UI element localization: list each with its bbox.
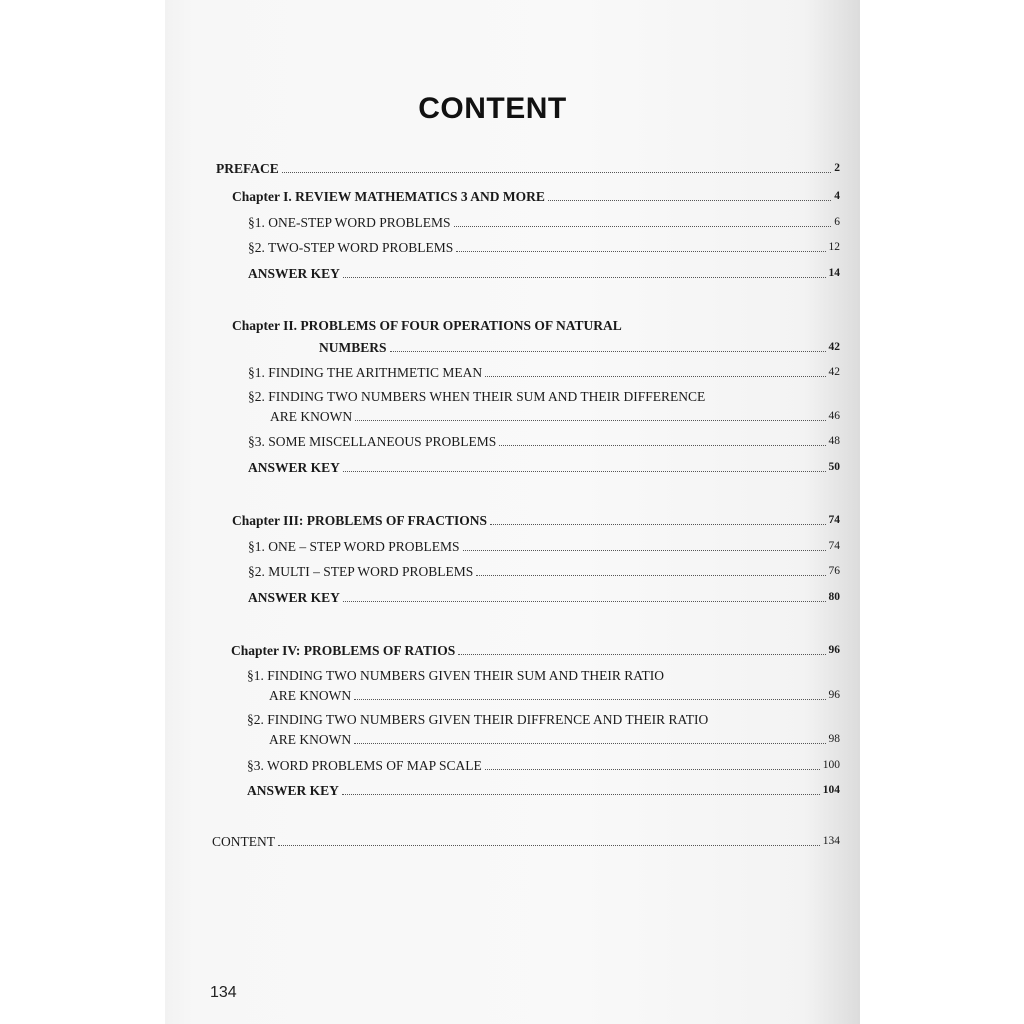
toc-entry-ch2-section-2-line1: §2. FINDING TWO NUMBERS WHEN THEIR SUM AND THEIR DIFFERENCE: [248, 389, 706, 404]
toc-page-number: 76: [828, 565, 840, 577]
toc-entry-label: §3. SOME MISCELLANEOUS PROBLEMS: [248, 434, 497, 449]
toc-entry-label: ANSWER KEY: [248, 460, 340, 475]
toc-entry-ch4-section-1-line1: §1. FINDING TWO NUMBERS GIVEN THEIR SUM AND THEIR RATIO: [247, 668, 665, 683]
dot-leader: [278, 845, 820, 846]
dot-leader: [456, 251, 825, 252]
toc-entry-ch4-section-2: [269, 731, 840, 748]
toc-page-number: 74: [828, 514, 840, 526]
toc-page-number: 12: [828, 241, 840, 253]
toc-entry-ch3-answer-key: [248, 589, 840, 606]
dot-leader: [342, 794, 820, 795]
dot-leader: [463, 550, 826, 551]
toc-page-number: 48: [828, 435, 840, 447]
dot-leader: [354, 743, 825, 744]
toc-page-number: 96: [828, 644, 840, 656]
dot-leader: [343, 277, 826, 278]
toc-entry-label: ARE KNOWN: [269, 688, 352, 703]
dot-leader: [354, 699, 825, 700]
toc-page-number: 100: [822, 759, 840, 771]
toc-page-number: 50: [828, 461, 840, 473]
toc-entry-label: CONTENT: [212, 834, 275, 849]
dot-leader: [490, 524, 825, 525]
toc-entry-ch4-section-2-line1: §2. FINDING TWO NUMBERS GIVEN THEIR DIFFRENCE AND THEIR RATIO: [247, 712, 709, 727]
toc-page-number: 14: [828, 267, 840, 279]
toc-page-number: 104: [822, 784, 840, 796]
toc-entry-ch3-section-2: [248, 563, 840, 580]
toc-entry-chapter-1: [232, 188, 840, 205]
toc-entry-ch4-section-3: [247, 757, 840, 774]
page-title: CONTENT: [418, 92, 567, 125]
toc-page-number: 42: [828, 366, 840, 378]
dot-leader: [476, 575, 825, 576]
dot-leader: [548, 200, 831, 201]
dot-leader: [343, 601, 826, 602]
toc-entry-label: ANSWER KEY: [248, 590, 340, 605]
toc-entry-ch4-answer-key: [247, 782, 840, 799]
toc-entry-label: §1. ONE-STEP WORD PROBLEMS: [248, 215, 451, 230]
page-number: 134: [210, 984, 237, 1001]
toc-entry-label: §2. MULTI – STEP WORD PROBLEMS: [248, 564, 474, 579]
toc-entry-ch1-answer-key: [248, 265, 840, 282]
dot-leader: [499, 445, 825, 446]
toc-page-number: 134: [822, 835, 840, 847]
dot-leader: [355, 420, 825, 421]
dot-leader: [343, 471, 826, 472]
toc-entry-label: ARE KNOWN: [269, 732, 352, 747]
toc-entry-label: NUMBERS: [319, 340, 387, 355]
dot-leader: [282, 172, 832, 173]
toc-page-number: 98: [828, 733, 840, 745]
dot-leader: [458, 654, 825, 655]
toc-page-number: 4: [834, 190, 840, 202]
toc-entry-ch2-section-1: [248, 364, 840, 381]
toc-entry-content: [212, 833, 840, 850]
toc-entry-chapter-2: [319, 339, 840, 356]
toc-page-number: 96: [828, 689, 840, 701]
toc-entry-ch1-section-2: [248, 239, 840, 256]
dot-leader: [485, 769, 820, 770]
toc-entry-label: Chapter III: PROBLEMS OF FRACTIONS: [232, 513, 488, 528]
toc-entry-chapter-4: [231, 642, 840, 659]
toc-entry-preface: [216, 160, 840, 177]
toc-entry-ch2-section-2: [270, 408, 840, 425]
dot-leader: [390, 351, 826, 352]
toc-entry-chapter-2-line1: Chapter II. PROBLEMS OF FOUR OPERATIONS OF NATURAL: [232, 318, 622, 333]
toc-entry-label: §1. ONE – STEP WORD PROBLEMS: [248, 539, 460, 554]
toc-page-number: 74: [828, 540, 840, 552]
toc-entry-ch3-section-1: [248, 538, 840, 555]
toc-entry-label: Chapter IV: PROBLEMS OF RATIOS: [231, 643, 456, 658]
dot-leader: [485, 376, 825, 377]
toc-page-number: 42: [828, 341, 840, 353]
toc-entry-ch2-section-3: [248, 433, 840, 450]
toc-page-number: 6: [834, 216, 840, 228]
toc-entry-label: §3. WORD PROBLEMS OF MAP SCALE: [247, 758, 482, 773]
dot-leader: [454, 226, 832, 227]
toc-page-number: 80: [828, 591, 840, 603]
toc-entry-label: ANSWER KEY: [248, 266, 340, 281]
toc-entry-label: ARE KNOWN: [270, 409, 353, 424]
toc-page-number: 46: [828, 410, 840, 422]
toc-entry-label: PREFACE: [216, 161, 279, 176]
toc-entry-ch2-answer-key: [248, 459, 840, 476]
toc-entry-ch1-section-1: [248, 214, 840, 231]
toc-entry-label: §1. FINDING THE ARITHMETIC MEAN: [248, 365, 483, 380]
toc-entry-chapter-3: [232, 512, 840, 529]
toc-entry-ch4-section-1: [269, 687, 840, 704]
toc-page-number: 2: [834, 162, 840, 174]
toc-entry-label: §2. TWO-STEP WORD PROBLEMS: [248, 240, 454, 255]
toc-entry-label: Chapter I. REVIEW MATHEMATICS 3 AND MORE: [232, 189, 545, 204]
toc-entry-label: ANSWER KEY: [247, 783, 339, 798]
